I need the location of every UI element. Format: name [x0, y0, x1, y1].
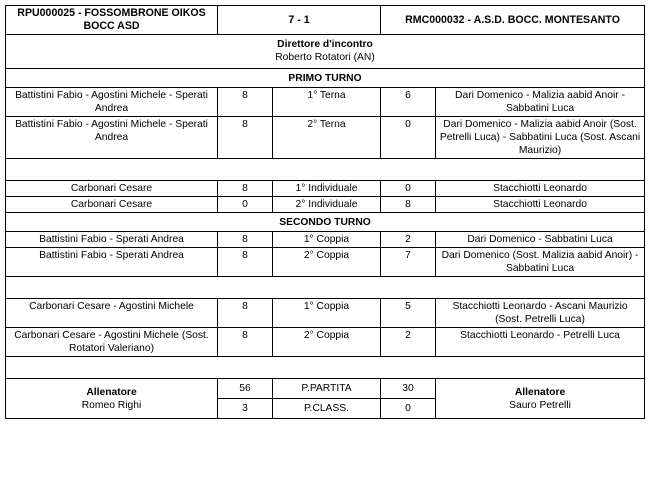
- match-type: 2° Coppia: [273, 328, 381, 357]
- first-round-title-row: [6, 69, 645, 88]
- home-score: 8: [218, 299, 273, 328]
- away-players: Dari Domenico - Sabbatini Luca: [436, 232, 645, 248]
- match-type: 1° Coppia: [273, 232, 381, 248]
- away-players: Dari Domenico (Sost. Malizia aabid Anoir) - Sabbatini Luca: [436, 248, 645, 277]
- home-players: Carbonari Cesare - Agostini Michele: [6, 299, 218, 328]
- away-score: 7: [381, 248, 436, 277]
- home-score: 0: [218, 197, 273, 213]
- match-score: 7 - 1: [218, 6, 381, 35]
- away-players: Stacchiotti Leonardo: [436, 197, 645, 213]
- away-players: Stacchiotti Leonardo - Ascani Maurizio (Sost. Petrelli Luca): [436, 299, 645, 328]
- away-team-name: RMC000032 - A.S.D. BOCC. MONTESANTO: [381, 6, 645, 35]
- match-row: [6, 88, 645, 117]
- home-players: Battistini Fabio - Agostini Michele - Sperati Andrea: [6, 88, 218, 117]
- away-class-points: 0: [381, 399, 436, 419]
- away-score: 8: [381, 197, 436, 213]
- away-coach-name: Sauro Petrelli: [509, 399, 571, 411]
- director-name: Roberto Rotatori (AN): [275, 52, 375, 63]
- match-row: [6, 299, 645, 328]
- away-coach-cell: [436, 379, 645, 419]
- home-players: Carbonari Cesare: [6, 197, 218, 213]
- second-round-title: SECONDO TURNO: [6, 213, 645, 232]
- home-score: 8: [218, 328, 273, 357]
- home-match-points: 56: [218, 379, 273, 399]
- away-score: 0: [381, 117, 436, 159]
- match-row: [6, 197, 645, 213]
- director-cell: [6, 35, 645, 69]
- away-players: Stacchiotti Leonardo - Petrelli Luca: [436, 328, 645, 357]
- away-score: 6: [381, 88, 436, 117]
- away-coach-label: Allenatore: [514, 386, 566, 398]
- first-round-title: PRIMO TURNO: [6, 69, 645, 88]
- away-players: Dari Domenico - Malizia aabid Anoir - Sabbatini Luca: [436, 88, 645, 117]
- home-coach-cell: [6, 379, 218, 419]
- home-players: Battistini Fabio - Sperati Andrea: [6, 232, 218, 248]
- match-type: 2° Coppia: [273, 248, 381, 277]
- away-score: 5: [381, 299, 436, 328]
- away-players: Dari Domenico - Malizia aabid Anoir (Sost. Petrelli Luca) - Sabbatini Luca (Sost. Ascani Maurizio): [436, 117, 645, 159]
- spacer-row: [6, 357, 645, 379]
- home-coach-label: Allenatore: [86, 386, 137, 398]
- match-row: [6, 328, 645, 357]
- away-score: 2: [381, 232, 436, 248]
- home-score: 8: [218, 232, 273, 248]
- away-match-points: 30: [381, 379, 436, 399]
- home-class-points: 3: [218, 399, 273, 419]
- home-score: 8: [218, 88, 273, 117]
- match-row: [6, 181, 645, 197]
- away-players: Stacchiotti Leonardo: [436, 181, 645, 197]
- away-score: 2: [381, 328, 436, 357]
- match-type: 1° Terna: [273, 88, 381, 117]
- match-type: 2° Terna: [273, 117, 381, 159]
- match-row: [6, 232, 645, 248]
- home-score: 8: [218, 181, 273, 197]
- spacer-row: [6, 277, 645, 299]
- match-report-table: [5, 5, 645, 419]
- home-coach-name: Romeo Righi: [81, 399, 142, 411]
- match-type: 1° Coppia: [273, 299, 381, 328]
- footer-row-partita: [6, 379, 645, 399]
- home-players: Battistini Fabio - Agostini Michele - Sperati Andrea: [6, 117, 218, 159]
- match-row: [6, 117, 645, 159]
- match-row: [6, 248, 645, 277]
- home-players: Carbonari Cesare: [6, 181, 218, 197]
- home-players: Battistini Fabio - Sperati Andrea: [6, 248, 218, 277]
- header-row: [6, 6, 645, 35]
- match-points-label: P.PARTITA: [273, 379, 381, 399]
- director-title: Direttore d'incontro: [277, 39, 373, 50]
- match-type: 1° Individuale: [273, 181, 381, 197]
- home-team-name: RPU000025 - FOSSOMBRONE OIKOS BOCC ASD: [6, 6, 218, 35]
- second-round-title-row: [6, 213, 645, 232]
- away-score: 0: [381, 181, 436, 197]
- home-players: Carbonari Cesare - Agostini Michele (Sost. Rotatori Valeriano): [6, 328, 218, 357]
- class-points-label: P.CLASS.: [273, 399, 381, 419]
- home-score: 8: [218, 248, 273, 277]
- match-type: 2° Individuale: [273, 197, 381, 213]
- director-row: [6, 35, 645, 69]
- home-score: 8: [218, 117, 273, 159]
- spacer-row: [6, 159, 645, 181]
